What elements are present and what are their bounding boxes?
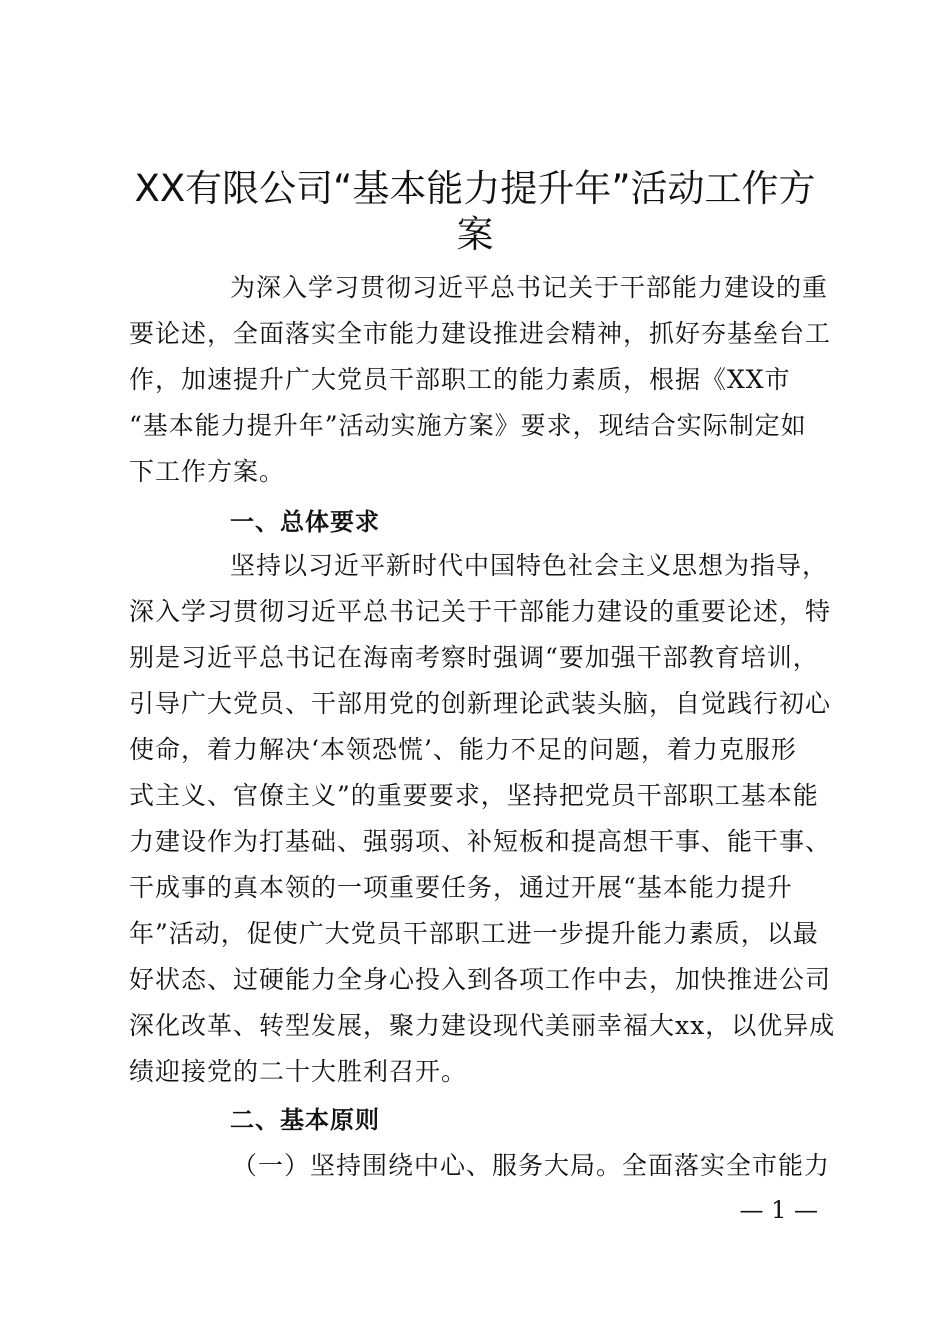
- title-line-2: 案: [456, 213, 494, 256]
- section1-line-5: 使命，着力解决‘本领恐慌’、能力不足的问题，着力克服形: [129, 735, 797, 764]
- intro-line-5: 下工作方案。: [129, 457, 286, 486]
- intro-line-2: 要论述，全面落实全市能力建设推进会精神，抓好夯基垒台工: [129, 319, 832, 348]
- section1-line-12: 绩迎接党的二十大胜利召开。: [129, 1057, 468, 1086]
- section1-line-6: 式主义、官僚主义”的重要要求，坚持把党员干部职工基本能: [129, 781, 819, 810]
- section1-line-9: 年”活动，促使广大党员干部职工进一步提升能力素质，以最: [129, 919, 819, 948]
- section2-line-1: （一）坚持围绕中心、服务大局。全面落实全市能力: [232, 1151, 831, 1180]
- section1-line-11: 深化改革、转型发展，聚力建设现代美丽幸福大xx，以优异成: [129, 1011, 836, 1040]
- document-title: [100, 166, 850, 258]
- section1-line-8: 干成事的真本领的一项重要任务，通过开展“基本能力提升: [129, 873, 793, 902]
- intro-line-1: 为深入学习贯彻习近平总书记关于干部能力建设的重: [230, 273, 829, 302]
- section1-line-2: 深入学习贯彻习近平总书记关于干部能力建设的重要论述，特: [129, 597, 832, 626]
- section-heading-basic-principles: 二、基本原则: [230, 1106, 380, 1134]
- intro-line-3: 作，加速提升广大党员干部职工的能力素质，根据《XX市: [129, 365, 791, 394]
- section1-line-1: 坚持以习近平新时代中国特色社会主义思想为指导，: [230, 551, 829, 580]
- page-number: — 1 —: [739, 1196, 818, 1224]
- section1-line-10: 好状态、过硬能力全身心投入到各项工作中去，加快推进公司: [129, 965, 832, 994]
- section1-line-7: 力建设作为打基础、强弱项、补短板和提高想干事、能干事、: [129, 827, 832, 856]
- title-line-1: XX有限公司“基本能力提升年”活动工作方: [134, 167, 816, 210]
- section-heading-general-requirements: 一、总体要求: [230, 508, 380, 536]
- intro-line-4: “基本能力提升年”活动实施方案》要求，现结合实际制定如: [129, 411, 807, 440]
- section1-line-4: 引导广大党员、干部用党的创新理论武装头脑，自觉践行初心: [129, 689, 832, 718]
- section1-line-3: 别是习近平总书记在海南考察时强调“要加强干部教育培训，: [129, 643, 819, 672]
